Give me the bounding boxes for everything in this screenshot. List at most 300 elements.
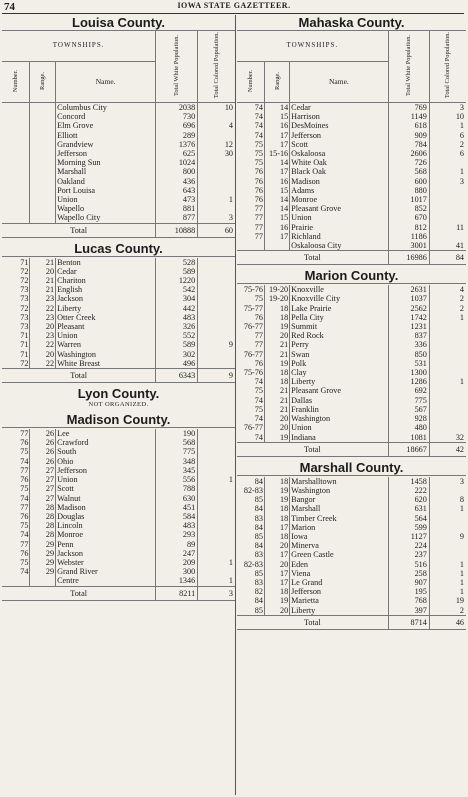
township-range [30,158,56,167]
population-table [237,283,466,456]
colored-population [198,447,235,456]
table-row [2,285,235,294]
colored-population: 10 [455,112,464,122]
table-row [237,486,466,495]
table-row [237,331,466,340]
township-number: 72 [2,359,30,369]
colored-population: 3 [459,103,464,112]
township-name: Jefferson [56,466,156,475]
population-table [2,30,235,238]
township-name: Washington [56,350,156,359]
table-row [237,606,466,616]
township-name: Columbus City [56,103,156,113]
township-number: 73 [2,294,30,303]
township-number: 76 [2,475,30,484]
colored-population [429,414,466,423]
white-population: 1458 [388,477,429,486]
white-population: 397 [388,606,429,616]
white-population-label: Total White Population. [173,34,181,96]
white-population: 589 [156,267,198,276]
colored-population-header [429,31,466,103]
township-range [30,103,56,113]
table-row [2,103,235,113]
table-row [237,149,466,158]
township-number [2,149,30,158]
colored-population [429,186,466,195]
number-label: Number. [246,69,254,92]
table-row [237,223,466,232]
township-name: Elliott [56,131,156,140]
township-range: 26 [30,429,56,438]
township-range [30,186,56,195]
white-population: 584 [156,512,198,521]
table-row [237,433,466,443]
table-row [237,541,466,550]
colored-population [429,541,466,550]
township-number: 75-76 [237,285,264,294]
township-number: 71 [2,258,30,267]
white-population: 336 [388,340,429,349]
table-row [2,195,235,204]
township-name: Webster [56,558,156,567]
township-range: 26 [30,447,56,456]
colored-population: 1 [459,568,464,578]
total-colored: 9 [198,369,235,383]
table-row [2,276,235,285]
table-row [237,204,466,213]
colored-population [198,503,235,512]
township-range: 18 [264,532,289,541]
township-range: 28 [30,521,56,530]
township-range [30,213,56,223]
white-population: 496 [156,359,198,369]
township-range: 28 [30,512,56,521]
township-name: Madison [290,177,388,186]
colored-population [198,276,235,285]
table-row [237,368,466,377]
township-name: Oakland [56,177,156,186]
township-name: Pleasant Grove [290,204,388,213]
township-range: 17 [264,131,289,140]
township-range: 16 [264,121,289,130]
total-colored: 3 [198,586,235,600]
table-header-row [237,31,466,62]
white-population: 837 [388,331,429,340]
table-row [2,158,235,167]
township-range: 16 [264,177,289,186]
white-population: 542 [156,285,198,294]
total-colored: 60 [198,223,235,237]
township-range [264,241,289,251]
township-name: Washington [290,414,388,423]
colored-population [198,494,235,503]
township-range: 21 [30,276,56,285]
township-range: 20 [30,350,56,359]
township-name: Lincoln [56,521,156,530]
white-population-header [388,31,429,103]
population-table [237,475,466,630]
table-row [237,112,466,121]
colored-population [198,457,235,466]
white-population: 692 [388,386,429,395]
colored-population [198,530,235,539]
colored-population-label: Total Colored Population. [213,32,221,99]
white-population: 326 [156,322,198,331]
white-population: 2562 [388,304,429,313]
white-population: 224 [388,541,429,550]
county-marion [237,268,466,456]
township-range: 18 [264,504,289,513]
township-range: 20 [30,267,56,276]
township-name: Marshall [290,504,388,513]
township-name: Concord [56,112,156,121]
colored-population [198,429,235,438]
table-header-row [2,31,235,62]
township-name: Liberty [290,606,388,616]
white-population: 1231 [388,322,429,331]
township-number: 74 [237,433,264,443]
township-number [2,103,30,113]
colored-population: 1 [459,504,464,514]
table-row [2,494,235,503]
township-name: English [56,285,156,294]
township-range: 15 [264,186,289,195]
township-range: 14 [264,204,289,213]
colored-population: 1 [228,557,233,567]
table-row [2,549,235,558]
township-number: 77 [2,540,30,549]
table-row [237,596,466,605]
name-header: Name. [56,62,156,103]
township-number: 84 [237,596,264,605]
township-name: Adams [290,186,388,195]
township-name: Marshall [56,167,156,176]
township-name: Penn [56,540,156,549]
colored-population [198,285,235,294]
township-number: 74 [2,457,30,466]
township-range: 22 [30,340,56,349]
white-population: 304 [156,294,198,303]
township-range: 27 [30,466,56,475]
table-row [237,495,466,504]
township-name: Liberty [290,377,388,386]
township-range: 15 [264,112,289,121]
township-range [30,121,56,130]
colored-population: 8 [459,495,464,505]
total-label: Total [237,442,388,456]
table-row [237,405,466,414]
township-name: Indiana [290,433,388,443]
white-population: 909 [388,131,429,140]
township-name: Le Grand [290,578,388,587]
colored-population: 1 [459,587,464,597]
table-row [237,195,466,204]
colored-population: 1 [459,121,464,131]
county-mahaska [237,15,466,265]
white-population: 589 [156,340,198,349]
township-number: 83 [237,550,264,559]
township-number: 76 [2,549,30,558]
township-name: Franklin [290,405,388,414]
white-population: 881 [156,204,198,213]
township-range: 28 [30,530,56,539]
township-range [30,204,56,213]
table-row [237,414,466,423]
white-population: 620 [388,495,429,504]
township-number: 74 [237,131,264,140]
white-population: 1149 [388,112,429,121]
white-population: 850 [388,350,429,359]
township-name: Swan [290,350,388,359]
township-name: South [56,447,156,456]
township-name: Lee [56,429,156,438]
name-header: Name. [290,62,388,103]
colored-population: 3 [228,213,233,223]
township-range: 19-20 [264,285,289,294]
table-row [2,313,235,322]
colored-population [429,322,466,331]
white-population: 1127 [388,532,429,541]
colored-population [198,158,235,167]
table-row [2,340,235,349]
white-population: 877 [156,213,198,223]
colored-population: 9 [228,340,233,350]
white-population: 784 [388,140,429,149]
table-row [2,359,235,369]
township-name: Union [56,475,156,484]
township-number: 75 [2,521,30,530]
township-range: 14 [264,158,289,167]
table-row [237,186,466,195]
colored-population: 4 [228,121,233,131]
white-population: 516 [388,560,429,569]
county-title: Marion County. [304,268,399,284]
township-name: Richland [290,232,388,241]
township-name: Scott [290,140,388,149]
table-row [237,514,466,523]
range-label: Range. [39,71,47,90]
township-range: 28 [30,503,56,512]
township-number: 85 [237,532,264,541]
colored-population [198,484,235,493]
total-row [237,615,466,629]
township-range: 20 [264,331,289,340]
white-population: 302 [156,350,198,359]
colored-population: 6 [459,130,464,140]
colored-population [429,350,466,359]
township-number: 74 [237,103,264,113]
township-name: Monroe [56,530,156,539]
township-range: 18 [264,304,289,313]
township-name: Walnut [56,494,156,503]
township-name: Summit [290,322,388,331]
township-range: 20 [30,322,56,331]
township-name: Black Oak [290,167,388,176]
township-number: 84 [237,504,264,513]
township-number: 73 [2,313,30,322]
table-row [237,377,466,386]
table-row [2,438,235,447]
colored-population [198,186,235,195]
table-row [237,560,466,569]
township-name: Ohio [56,457,156,466]
colored-population [429,213,466,222]
township-name: Union [290,423,388,432]
township-range: 20 [264,541,289,550]
township-name: Oskaloosa [290,149,388,158]
white-population: 768 [388,596,429,605]
white-population: 289 [156,131,198,140]
township-number: 76 [237,195,264,204]
township-range: 27 [30,475,56,484]
township-range: 21 [264,350,289,359]
township-range: 19 [264,433,289,443]
white-population: 730 [156,112,198,121]
township-range: 18 [264,368,289,377]
township-range: 23 [30,294,56,303]
township-number [2,140,30,149]
township-number [2,177,30,186]
township-name: Monroe [290,195,388,204]
township-range: 17 [264,167,289,176]
county-title: Mahaska County. [298,15,405,30]
table-row [2,540,235,549]
township-number: 75 [237,405,264,414]
township-number [237,241,264,251]
township-name: Lake Prairie [290,304,388,313]
township-range: 21 [264,340,289,349]
header-rule [2,13,464,14]
colored-population [429,195,466,204]
table-row [237,587,466,596]
table-row [2,457,235,466]
township-name: Otter Creek [56,313,156,322]
white-population: 528 [156,258,198,267]
township-range: 19 [264,359,289,368]
colored-population [198,567,235,576]
table-row [237,386,466,395]
table-row [2,112,235,121]
township-number: 77 [237,213,264,222]
white-population: 1376 [156,140,198,149]
table-row [2,521,235,530]
colored-population [198,112,235,121]
white-population: 1742 [388,313,429,322]
table-row [237,103,466,113]
white-population: 1081 [388,433,429,443]
township-number: 77 [237,223,264,232]
township-name: Morning Sun [56,158,156,167]
white-population: 775 [156,447,198,456]
township-number: 77 [237,232,264,241]
colored-population: 2 [459,605,464,615]
total-label: Total [237,615,388,629]
township-name: Chariton [56,276,156,285]
table-row [2,331,235,340]
colored-population: 3 [459,476,464,486]
table-row [2,167,235,176]
county-title: Madison County. [66,412,171,428]
township-range: 18 [264,313,289,322]
township-number: 74 [2,530,30,539]
total-colored: 84 [429,251,466,265]
white-population: 89 [156,540,198,549]
table-row [2,558,235,567]
township-number: 76 [237,177,264,186]
township-range: 20 [264,414,289,423]
colored-population: 1 [459,559,464,569]
township-range: 17 [264,550,289,559]
township-number: 71 [2,350,30,359]
table-row [237,359,466,368]
township-number: 76 [237,167,264,176]
township-name: Jackson [56,294,156,303]
township-name: Polk [290,359,388,368]
colored-population: 1 [228,195,233,205]
page-number: 74 [4,1,15,13]
township-number: 83 [237,514,264,523]
population-table [237,30,466,265]
township-number: 77 [2,503,30,512]
table-row [237,322,466,331]
township-number: 75 [237,140,264,149]
township-name: Jefferson [290,131,388,140]
white-population: 618 [388,121,429,130]
white-population: 483 [156,521,198,530]
township-number: 74 [2,567,30,576]
colored-population [198,258,235,267]
township-range: 14 [264,195,289,204]
colored-population [198,331,235,340]
township-range: 14 [264,103,289,113]
township-number: 72 [2,267,30,276]
white-population: 600 [388,177,429,186]
colored-population: 3 [459,176,464,186]
township-name: Timber Creek [290,514,388,523]
township-number: 85 [237,495,264,504]
township-range: 18 [264,514,289,523]
table-row [2,576,235,586]
township-name: Union [56,331,156,340]
table-row [237,158,466,167]
colored-population [429,386,466,395]
township-range: 22 [30,359,56,369]
township-number: 77 [2,466,30,475]
township-name: Jackson [56,549,156,558]
table-row [2,567,235,576]
total-white: 6343 [156,369,198,383]
table-row [2,213,235,223]
township-name: Union [290,213,388,222]
colored-population [198,350,235,359]
table-row [2,121,235,130]
total-label: Total [2,223,156,237]
white-population: 568 [388,167,429,176]
township-number: 73 [2,322,30,331]
total-row [2,223,235,237]
township-name: Bangor [290,495,388,504]
white-population: 599 [388,523,429,532]
county-lucas [2,241,235,383]
white-population: 1220 [156,276,198,285]
colored-population [429,523,466,532]
table-row [237,213,466,222]
township-name: Warren [56,340,156,349]
township-name: Union [56,195,156,204]
township-name: Pleasant Grove [290,386,388,395]
white-population: 880 [388,186,429,195]
colored-population [429,331,466,340]
